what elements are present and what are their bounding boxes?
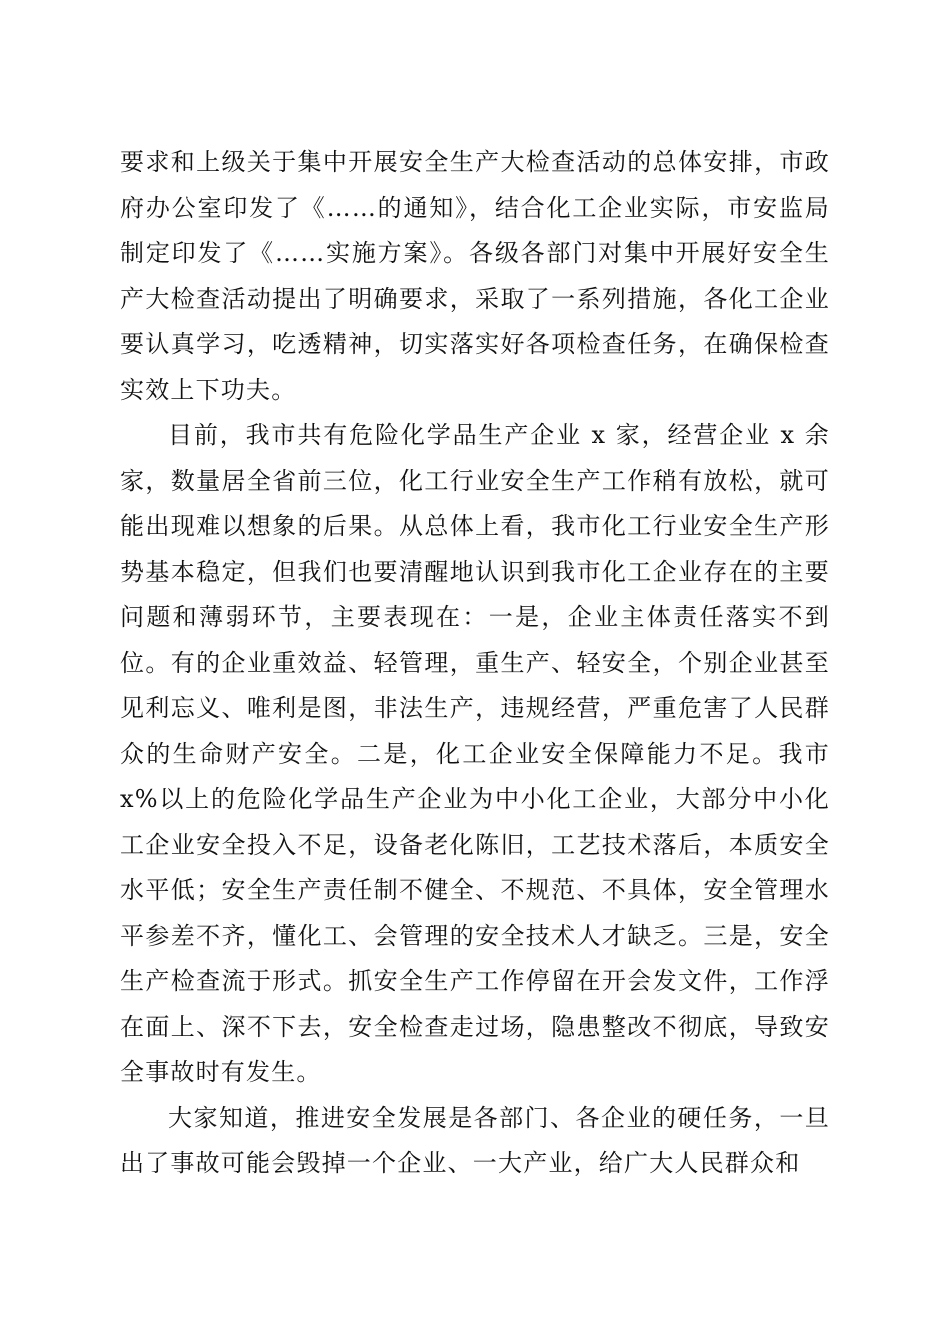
- paragraph-continuation: 要求和上级关于集中开展安全生产大检查活动的总体安排，市政府办公室印发了《……的通知》，结合化工企业实际，市安监局制定印发了《……实施方案》。各级各部门对集中开展好安全生产大检查活动提出了明确要求，采取了一系列措施，各化工企业要认真学习，吃透精神，切实落实好各项检查任务，在确保检查实效上下功夫。: [120, 148, 830, 404]
- paragraph-safety-development: 大家知道，推进安全发展是各部门、各企业的硬任务，一旦出了事故可能会毁掉一个企业、一大产业，给广大人民群众和: [120, 1103, 830, 1177]
- paragraph-current-situation: 目前，我市共有危险化学品生产企业 x 家，经营企业 x 余家，数量居全省前三位，化工行业安全生产工作稍有放松，就可能出现难以想象的后果。从总体上看，我市化工行业安全生产形势基本稳定，但我们也要清醒地认识到我市化工企业存在的主要问题和薄弱环节，主要表现在：一是，企业主体责任落实不到位。有的企业重效益、轻管理，重生产、轻安全，个别企业甚至见利忘义、唯利是图，非法生产，违规经营，严重危害了人民群众的生命财产安全。二是，化工企业安全保障能力不足。我市 x%以上的危险化学品生产企业为中小化工企业，大部分中小化工企业安全投入不足，设备老化陈旧，工艺技术落后，本质安全水平低；安全生产责任制不健全、不规范、不具体，安全管理水平参差不齐，懂化工、会管理的安全技术人才缺乏。三是，安全生产检查流于形式。抓安全生产工作停留在开会发文件，工作浮在面上、深不下去，安全检查走过场，隐患整改不彻底，导致安全事故时有发生。: [120, 421, 830, 1086]
- document-body: [120, 140, 830, 1187]
